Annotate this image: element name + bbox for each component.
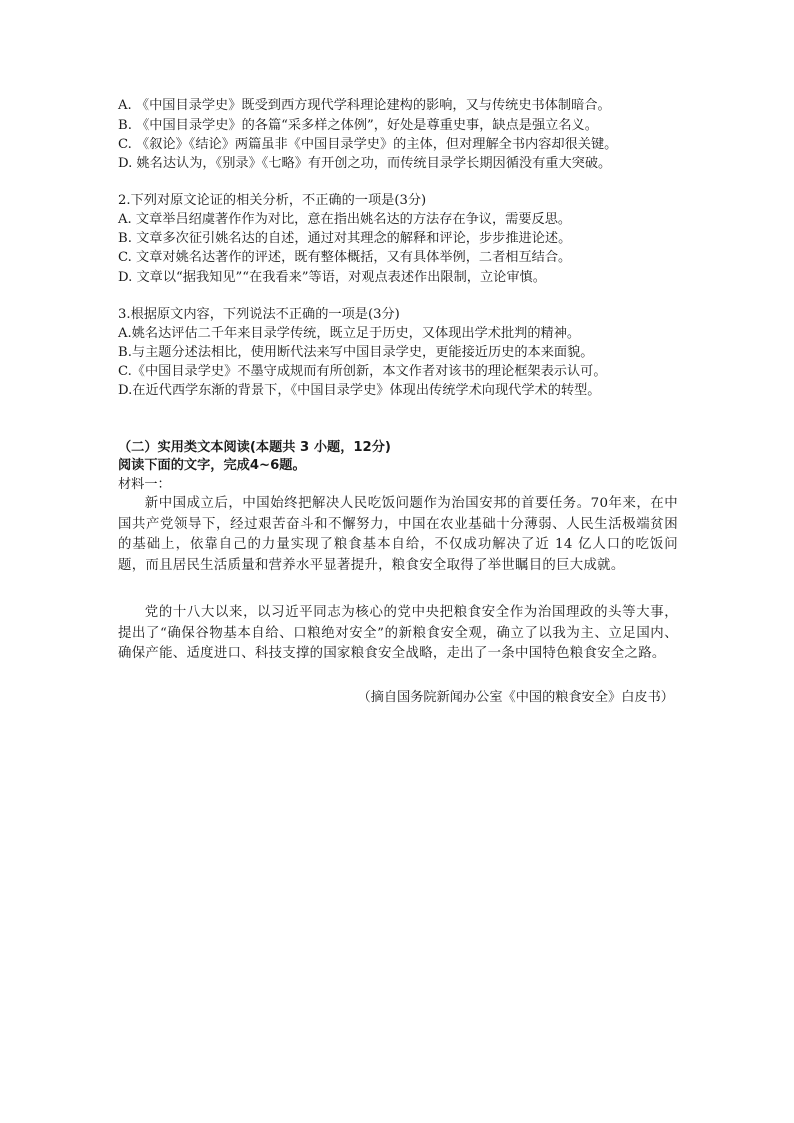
material-source: （摘自国务院新闻办公室《中国的粮食安全》白皮书） — [357, 690, 674, 705]
q3-option-b: B.与主题分述法相比，使用断代法来写中国目录学史，更能接近历史的本来面貌。 — [118, 345, 594, 360]
q2-option-c: C. 文章对姚名达著作的评述，既有整体概括，又有具体举例，二者相互结合。 — [118, 250, 572, 265]
material-label: 材料一： — [118, 477, 171, 492]
q1-option-c: C. 《叙论》《结论》两篇虽非《中国目录学史》的主体，但对理解全书内容却很关键。 — [118, 137, 618, 152]
q2-option-b: B. 文章多次征引姚名达的自述，通过对其理念的解释和评论，步步推进论述。 — [118, 231, 572, 246]
section-title: （二）实用类文本阅读(本题共 3 小题，12分) — [118, 440, 391, 455]
section-instruction: 阅读下面的文字，完成4~6题。 — [118, 458, 306, 473]
q3-option-d: D.在近代西学东渐的背景下，《中国目录学史》体现出传统学术向现代学术的转型。 — [118, 383, 601, 398]
q1-option-d: D. 姚名达认为，《别录》《七略》有开创之功，而传统目录学长期因循没有重大突破。 — [118, 156, 612, 171]
q2-option-d: D. 文章以“据我知见”“在我看来”等语，对观点表述作出限制，立论审慎。 — [118, 270, 546, 285]
q1-option-b: B. 《中国目录学史》的各篇“采多样之体例”，好处是尊重史事，缺点是强立名义。 — [118, 118, 598, 133]
q2-title: 2.下列对原文论证的相关分析，不正确的一项是(3分) — [118, 193, 427, 208]
q3-option-c: C.《中国目录学史》不墨守成规而有所创新，本文作者对该书的理论框架表示认可。 — [118, 364, 607, 379]
q1-option-a: A. 《中国目录学史》既受到西方现代学科理论建构的影响，又与传统史书体制暗合。 — [118, 98, 611, 113]
q2-option-a: A. 文章举吕绍虞著作作为对比，意在指出姚名达的方法存在争议，需要反思。 — [118, 212, 572, 227]
q3-option-a: A.姚名达评估二千年来目录学传统，既立足于历史，又体现出学术批判的精神。 — [118, 326, 581, 341]
material-paragraph-1: 新中国成立后，中国始终把解决人民吃饭问题作为治国安邦的首要任务。70年来，在中国共产党领导下，经过艰苦奋斗和不懈努力，中国在农业基础十分薄弱、人民生活极端贫困的基础上，依靠自己的力量实现了粮食基本自给，不仅成功解决了近 14 亿人口的吃饭问题，而且居民生活质量和营养水平显著提升，粮食安全取得了举世瞩目的巨大成就。 — [118, 496, 678, 573]
q3-title: 3.根据原文内容，下列说法不正确的一项是(3分) — [118, 307, 400, 322]
material-paragraph-2: 党的十八大以来，以习近平同志为核心的党中央把粮食安全作为治国理政的头等大事，提出了“确保谷物基本自给、口粮绝对安全”的新粮食安全观，确立了以我为主、立足国内、确保产能、适度进口、科技支撑的国家粮食安全战略，走出了一条中国特色粮食安全之路。 — [118, 605, 678, 661]
